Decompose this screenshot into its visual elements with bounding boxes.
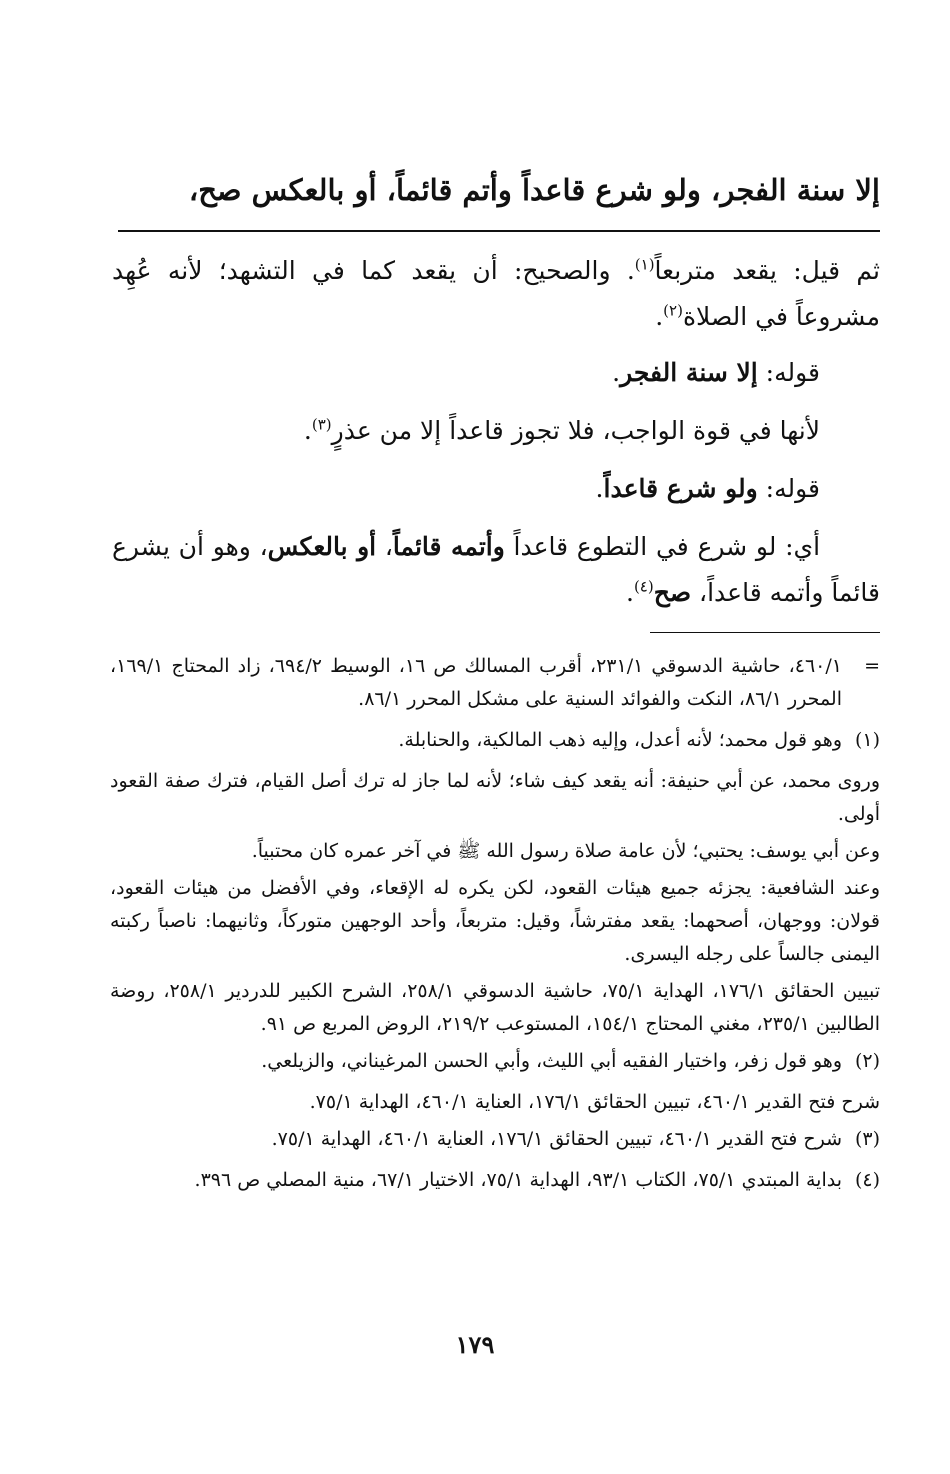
commentary-text: أي: لو شرع في التطوع قاعداً xyxy=(504,532,821,561)
quote-heading xyxy=(112,350,880,396)
footnote-ref: (١) xyxy=(634,255,655,274)
footnote-text: ٤٦٠/١، حاشية الدسوقي ٢٣١/١، أقرب المسالك ص ١٦، الوسيط ٦٩٤/٢، زاد المحتاج ١٦٩/١، المحرر ٨٦/١، النكت والفوائد السنية على مشكل المحرر ٨٦/١. xyxy=(110,655,842,710)
footnote-text: وعن أبي يوسف: يحتبي؛ لأن عامة صلاة رسول الله ﷺ في آخر عمره كان محتبياً. xyxy=(251,840,880,862)
footnote-1 xyxy=(110,724,880,761)
footnote-number: (١) xyxy=(854,729,880,751)
footnote-text: وروى محمد، عن أبي حنيفة: أنه يقعد كيف شاء؛ لأنه لما جاز له ترك أصل القيام، فترك صفة القعود أولى. xyxy=(110,770,880,825)
commentary-text: . xyxy=(655,302,664,331)
footnote-text: تبيين الحقائق ١٧٦/١، الهداية ٧٥/١، حاشية الدسوقي ٢٥٨/١، الشرح الكبير للدردير ٢٥٨/١، روضة الطالبين ٢٣٥/١، مغني المحتاج ١٥٤/١، المستوعب ٢١٩/٢، الروض المربع ص ٩١. xyxy=(110,980,881,1035)
footnote-text: وهو قول زفر، واختيار الفقيه أبي الليث، وأبي الحسن المرغيناني، والزيلعي. xyxy=(261,1050,842,1072)
commentary-text: . والصحيح: أن يقعد كما في التشهد؛ لأنه عُهِد مشروعاً في الصلاة xyxy=(112,256,880,331)
footnote-ref: (٢) xyxy=(663,301,683,320)
quote-heading xyxy=(112,466,880,512)
footnote-3 xyxy=(110,1123,880,1160)
quote-end: . xyxy=(612,358,621,387)
footnote-number: (٣) xyxy=(854,1128,880,1150)
footnote-4 xyxy=(110,1164,880,1201)
footnote-text: وهو قول محمد؛ لأنه أعدل، وإليه ذهب المالكية، والحنابلة. xyxy=(398,729,842,751)
page-number: ١٧٩ xyxy=(455,1330,495,1359)
quoted-matn: صح xyxy=(653,578,692,607)
commentary-text: . xyxy=(303,416,312,445)
commentary-paragraph xyxy=(112,524,880,616)
commentary-text: لأنها في قوة الواجب، فلا تجوز قاعداً إلا من عذرٍ xyxy=(331,416,820,445)
footnotes xyxy=(110,650,880,1205)
commentary-paragraph xyxy=(112,408,880,454)
quoted-matn: أو بالعكس xyxy=(267,532,377,561)
footnote-text: بداية المبتدي ٧٥/١، الكتاب ٩٣/١، الهداية ٧٥/١، الاختيار ٦٧/١، منية المصلي ص ٣٩٦. xyxy=(194,1169,842,1191)
quote-prefix: قوله: xyxy=(757,358,820,387)
footnote-text: وعند الشافعية: يجزئه جميع هيئات القعود، لكن يكره له الإقعاء، وفي الأفضل من هيئات القعود، قولان: ووجهان، أصحهما: يقعد مفترشاً، وقيل: متربعاً، وأحد الوجهين متوركاً، وثانيهما: ناصباً ركبته اليمنى جالساً على رجله اليسرى. xyxy=(110,877,880,965)
quoted-matn: إلا سنة الفجر xyxy=(620,358,758,387)
commentary-text: . xyxy=(625,578,634,607)
commentary-paragraph xyxy=(112,248,880,340)
footnote-divider xyxy=(650,632,880,633)
quoted-matn: ولو شرع قاعداً xyxy=(603,474,758,503)
quoted-matn: وأتمه قائماً xyxy=(392,532,505,561)
matn-divider xyxy=(118,230,880,232)
quote-end: . xyxy=(595,474,604,503)
footnote-ref: (٣) xyxy=(311,415,332,434)
commentary-text: ، وهو أن يشرع قائماً وأتمه قاعداً، xyxy=(112,532,880,607)
footnote-number: (٢) xyxy=(854,1050,880,1072)
footnote-ref: (٤) xyxy=(633,577,654,596)
matn-heading: إلا سنة الفجر، ولو شرع قاعداً وأتم قائماً، أو بالعكس صح، xyxy=(188,173,880,207)
footnote-text: شرح فتح القدير ٤٦٠/١، تبيين الحقائق ١٧٦/١، العناية ٤٦٠/١، الهداية ٧٥/١. xyxy=(309,1091,880,1113)
continuation-mark: = xyxy=(864,655,880,677)
footnote-continuation xyxy=(110,650,880,720)
commentary-text: ، xyxy=(376,532,393,561)
footnote-number: (٤) xyxy=(854,1169,880,1191)
footnote-text: شرح فتح القدير ٤٦٠/١، تبيين الحقائق ١٧٦/١، العناية ٤٦٠/١، الهداية ٧٥/١. xyxy=(271,1128,842,1150)
commentary-text: ثم قيل: يقعد متربعاً xyxy=(654,256,880,285)
footnote-2 xyxy=(110,1045,880,1082)
quote-prefix: قوله: xyxy=(757,474,820,503)
commentary-body xyxy=(112,248,880,628)
